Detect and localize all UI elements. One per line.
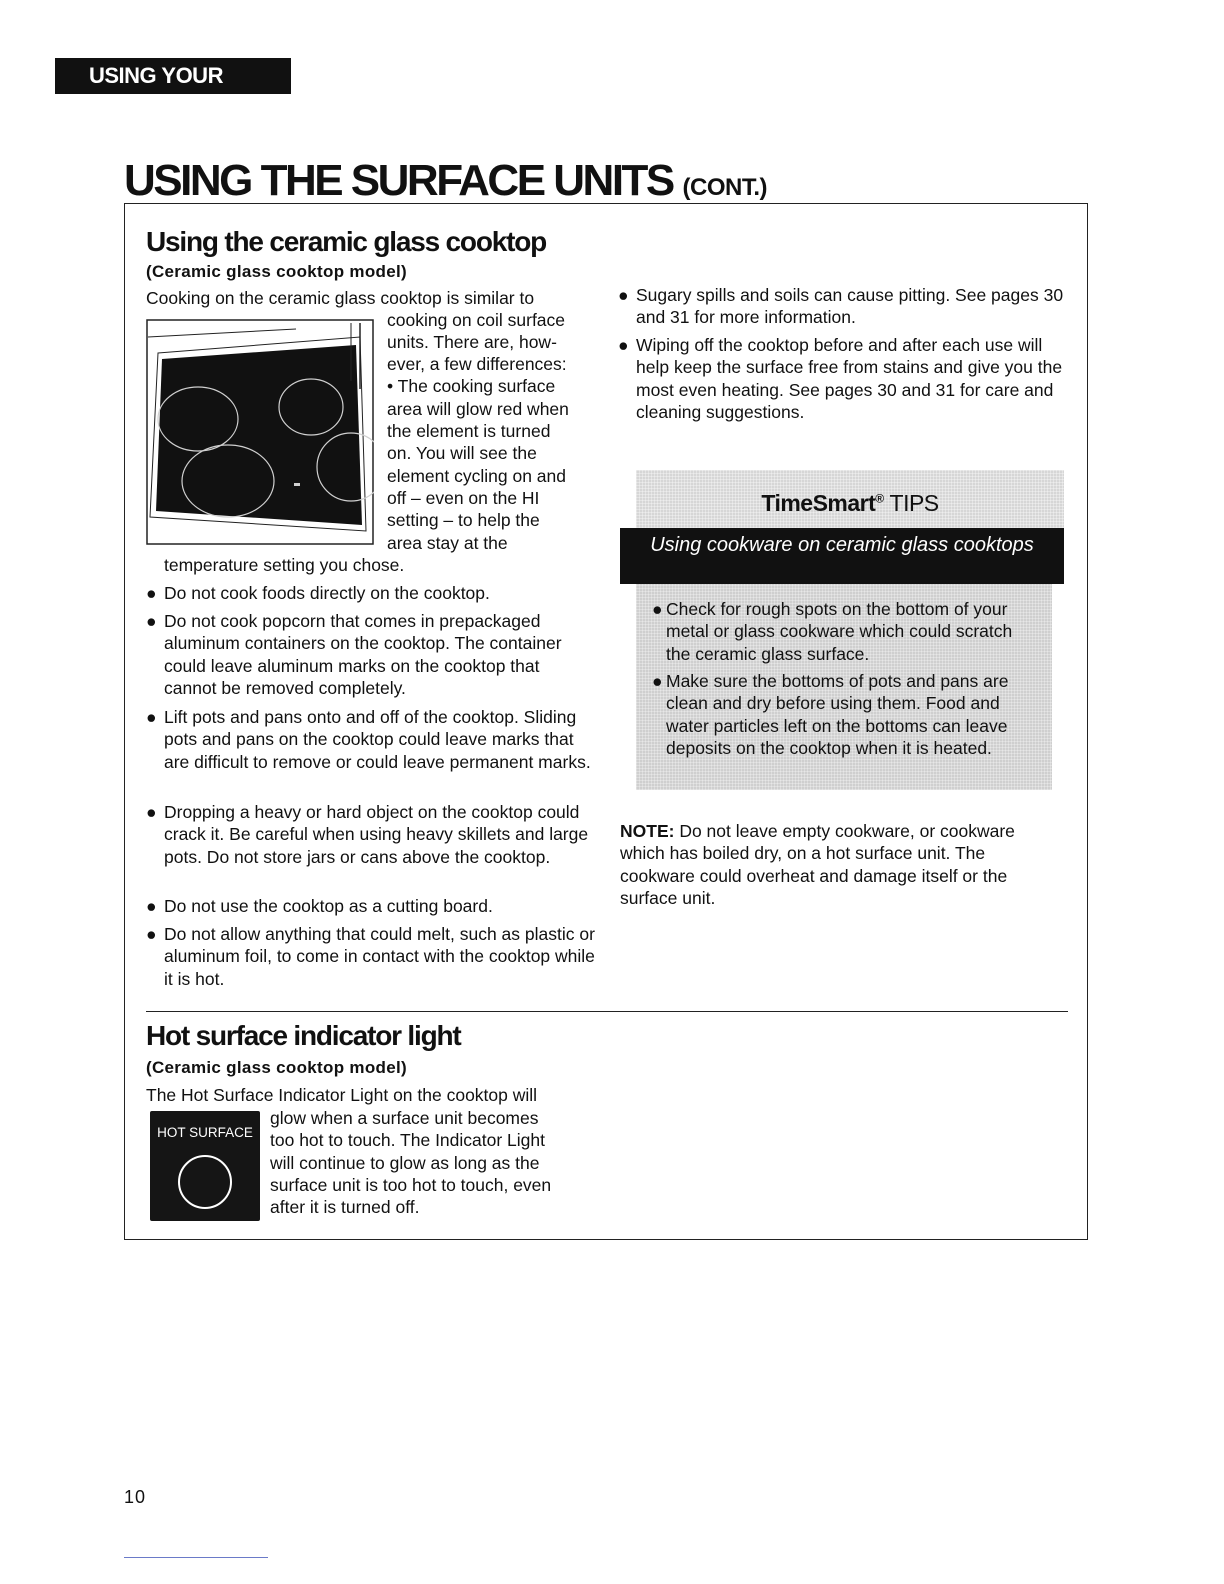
bullet-text: Do not cook popcorn that comes in prepackaged aluminum containers on the cooktop. The container could leave aluminum marks on the cooktop that cannot be removed completely. (164, 611, 562, 699)
bullet-text: Do not use the cooktop as a cutting board. (164, 896, 493, 916)
tip-text: Check for rough spots on the bottom of your metal or glass cookware which could scratch the ceramic glass surface. (666, 599, 1013, 664)
bullet-item (146, 610, 596, 700)
tip-text: Make sure the bottoms of pots and pans are clean and dry before using them. Food and water particles left on the bottoms can leave deposits on the cooktop when it is heated. (666, 671, 1009, 759)
bullet-item (146, 895, 596, 917)
section-subheading-ceramic: (Ceramic glass cooktop model) (146, 262, 407, 281)
footer-line (124, 1557, 268, 1558)
intro-line: setting – to help the (387, 510, 540, 530)
tip-item (652, 598, 1038, 665)
bullet-icon: ● (146, 924, 157, 944)
tips-header (636, 470, 1064, 528)
hot-surface-line: too hot to touch. The Indicator Light (270, 1130, 546, 1150)
bullet-text: Sugary spills and soils can cause pitting. See pages 30 and 31 for more information. (636, 285, 1064, 328)
hot-surface-intro: The Hot Surface Indicator Light on the cooktop will (146, 1085, 538, 1105)
hot-surface-label: HOT SURFACE (157, 1125, 253, 1140)
hot-surface-line: will continue to glow as long as the (270, 1153, 540, 1173)
section-heading-hot-surface: Hot surface indicator light (146, 1020, 461, 1051)
note (620, 820, 1060, 910)
bullet-text: Dropping a heavy or hard object on the cooktop could crack it. Be careful when using heavy skillets and large pots. Do not store jars or cans above the cooktop. (164, 802, 589, 867)
tips-brand-suffix: TIPS (889, 490, 939, 516)
bullet-icon: ● (652, 599, 663, 619)
intro-line: cooking on coil surface (387, 310, 566, 330)
section-tab: USING YOUR RANGE (55, 58, 291, 94)
tips-box (620, 470, 1064, 790)
page-title-suffix: (CONT.) (682, 174, 767, 201)
bullet-icon: ● (618, 335, 629, 355)
page-title-text: USING THE SURFACE UNITS (124, 156, 673, 205)
bullet-item (618, 284, 1070, 329)
bullet-item (618, 334, 1070, 424)
tip-item (652, 670, 1044, 760)
tips-title: Using cookware on ceramic glass cooktops (620, 528, 1064, 584)
bullet-item (146, 801, 596, 868)
note-label: NOTE: (620, 821, 675, 841)
bullet-item (146, 706, 596, 773)
tips-brand-name: TimeSmart (761, 490, 876, 516)
bullet-icon: ● (146, 802, 157, 822)
bullet-text: Do not allow anything that could melt, such as plastic or aluminum foil, to come in contact with the cooktop while it is hot. (164, 924, 595, 989)
tips-brand: TimeSmart® TIPS (761, 490, 939, 516)
bullet-icon: ● (146, 896, 157, 916)
intro-line: ever, a few differences: (387, 354, 567, 374)
bullet-text: Wiping off the cooktop before and after each use will help keep the surface free from stains and give you the most even heating. See pages 30 and 31 for care and cleaning suggestions. (636, 335, 1063, 423)
intro-line: off – even on the HI (387, 488, 540, 508)
intro-line: Cooking on the ceramic glass cooktop is similar to (146, 288, 535, 308)
section-divider (146, 1011, 1068, 1012)
bullet-icon: ● (146, 707, 157, 727)
intro-line: units. There are, how- (387, 332, 557, 352)
bullet-text: Do not cook foods directly on the cooktop. (164, 583, 490, 603)
page-number: 10 (124, 1487, 147, 1507)
hot-surface-line: surface unit is too hot to touch, even (270, 1175, 552, 1195)
bullet-item (146, 923, 596, 990)
intro-line: the element is turned (387, 421, 551, 441)
intro-line: on. You will see the (387, 443, 537, 463)
intro-line: element cycling on and (387, 466, 566, 486)
indicator-light-icon (178, 1155, 232, 1209)
tips-body (636, 584, 1052, 790)
intro-line: • The cooking surface (387, 376, 556, 396)
bullet-icon: ● (146, 611, 157, 631)
hot-surface-line: after it is turned off. (270, 1197, 420, 1217)
bullet-icon: ● (146, 583, 157, 603)
intro-line: temperature setting you chose. (164, 555, 405, 575)
intro-line: area stay at the (387, 533, 508, 553)
bullet-text: Lift pots and pans onto and off of the cooktop. Sliding pots and pans on the cooktop could leave marks that are difficult to remove or could leave permanent marks. (164, 707, 591, 772)
bullet-item (146, 582, 596, 604)
bullet-icon: ● (652, 671, 663, 691)
hot-surface-indicator-illustration (150, 1111, 260, 1221)
note-text: Do not leave empty cookware, or cookware which has boiled dry, on a hot surface unit. The cookware could overheat and damage itself or the surface unit. (620, 821, 1015, 909)
bullet-icon: ● (618, 285, 629, 305)
hot-surface-line: glow when a surface unit becomes (270, 1108, 539, 1128)
intro-line: area will glow red when (387, 399, 569, 419)
section-subheading-hot-surface: (Ceramic glass cooktop model) (146, 1058, 407, 1077)
cooktop-illustration (146, 319, 374, 545)
section-heading-ceramic: Using the ceramic glass cooktop (146, 226, 547, 257)
